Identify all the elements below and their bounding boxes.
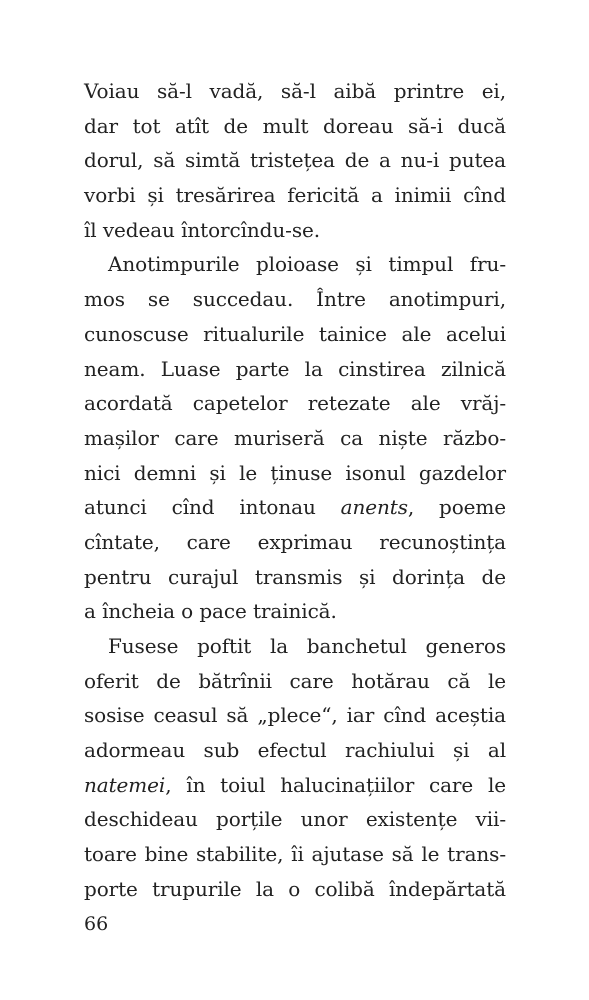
text-line: neam. Luase parte la cinstirea zilnică xyxy=(84,356,506,381)
body-text xyxy=(84,74,506,907)
text-line: cunoscuse ritualurile tainice ale acelui xyxy=(84,321,506,346)
text-line: dar tot atît de mult doreau să-i ducă xyxy=(84,113,506,138)
text-line: acordată capetelor retezate ale vrăj- xyxy=(84,391,506,416)
italic-term: anents xyxy=(340,495,408,520)
text-line: a încheia o pace trainică. xyxy=(84,599,337,624)
text-line: mos se succedau. Între anotimpuri, xyxy=(84,287,506,312)
text-line: mașilor care muriseră ca niște războ- xyxy=(84,425,506,450)
text-run: , poeme xyxy=(407,495,507,520)
page-number: 66 xyxy=(84,913,109,935)
text-line: nici demni și le ținuse isonul gazdelor xyxy=(84,460,506,485)
text-line: Anotimpurile ploioase și timpul fru- xyxy=(108,252,506,277)
text-line xyxy=(84,768,506,803)
text-line: Fusese poftit la banchetul generos xyxy=(108,634,506,658)
text-line: deschideau porțile unor existențe vii- xyxy=(84,807,506,832)
text-line: îl vedeau întorcîndu-se. xyxy=(84,217,320,242)
text-line: Voiau să-l vadă, să-l aibă printre ei, xyxy=(84,79,506,103)
text-line xyxy=(84,490,506,525)
text-run: , în toiul halucinațiilor care le xyxy=(165,772,506,797)
text-line: dorul, să simtă tristețea de a nu-i putea xyxy=(84,148,506,173)
text-run: atunci cînd intonau xyxy=(84,495,341,520)
text-line: adormeau sub efectul rachiului și al xyxy=(84,738,506,763)
text-line: pentru curajul transmis și dorința de xyxy=(84,564,506,589)
text-line: toare bine stabilite, îi ajutase să le trans- xyxy=(84,842,506,867)
italic-term: natemei xyxy=(84,772,166,797)
text-line: porte trupurile la o colibă îndepărtată xyxy=(84,876,506,901)
text-line: cîntate, care exprimau recunoștința xyxy=(84,529,506,554)
text-line: oferit de bătrînii care hotărau că le xyxy=(84,668,506,693)
text-line: sosise ceasul să „plece“, iar cînd aceștia xyxy=(84,703,506,728)
text-line: vorbi și tresărirea fericită a inimii cînd xyxy=(84,183,506,208)
